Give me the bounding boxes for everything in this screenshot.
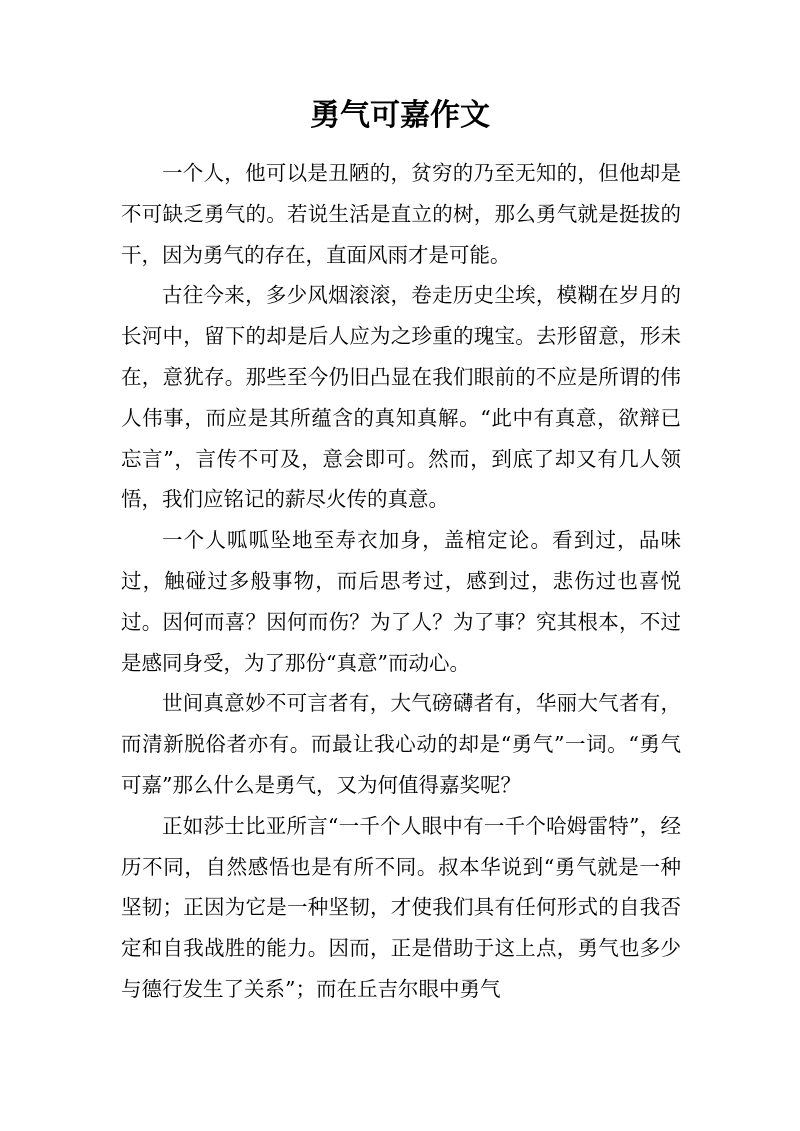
paragraph-4: 世间真意妙不可言者有，大气磅礴者有，华丽大气者有，而清新脱俗者亦有。而最让我心动的却是“勇气”一词。“勇气可嘉”那么什么是勇气，又为何值得嘉奖呢？ [121,691,681,797]
document-body [121,153,681,1010]
paragraph-2: 古往今来，多少风烟滚滚，卷走历史尘埃，模糊在岁月的长河中，留下的却是后人应为之珍重的瑰宝。去形留意，形未在，意犹存。那些至今仍旧凸显在我们眼前的不应是所谓的伟人伟事，而应是其所蕴含的真知真解。“此中有真意，欲辩已忘言”，言传不可及，意会即可。然而，到底了却又有几人领悟，我们应铭记的薪尽火传的真意。 [121,283,681,512]
document-title: 勇气可嘉作文 [310,98,490,133]
paragraph-1: 一个人，他可以是丑陋的，贫穷的乃至无知的，但他却是不可缺乏勇气的。若说生活是直立的树，那么勇气就是挺拔的干，因为勇气的存在，直面风雨才是可能。 [121,161,681,267]
paragraph-3: 一个人呱呱坠地至寿衣加身，盖棺定论。看到过，品味过，触碰过多般事物，而后思考过，感到过，悲伤过也喜悦过。因何而喜？因何而伤？为了人？为了事？究其根本，不过是感同身受，为了那份“真意”而动心。 [121,528,681,675]
paragraph-5: 正如莎士比亚所言“一千个人眼中有一千个哈姆雷特”，经历不同，自然感悟也是有所不同。叔本华说到“勇气就是一种坚韧；正因为它是一种坚韧，才使我们具有任何形式的自我否定和自我战胜的能力。因而，正是借助于这上点，勇气也多少与德行发生了关系”；而在丘吉尔眼中勇气 [121,813,681,1001]
